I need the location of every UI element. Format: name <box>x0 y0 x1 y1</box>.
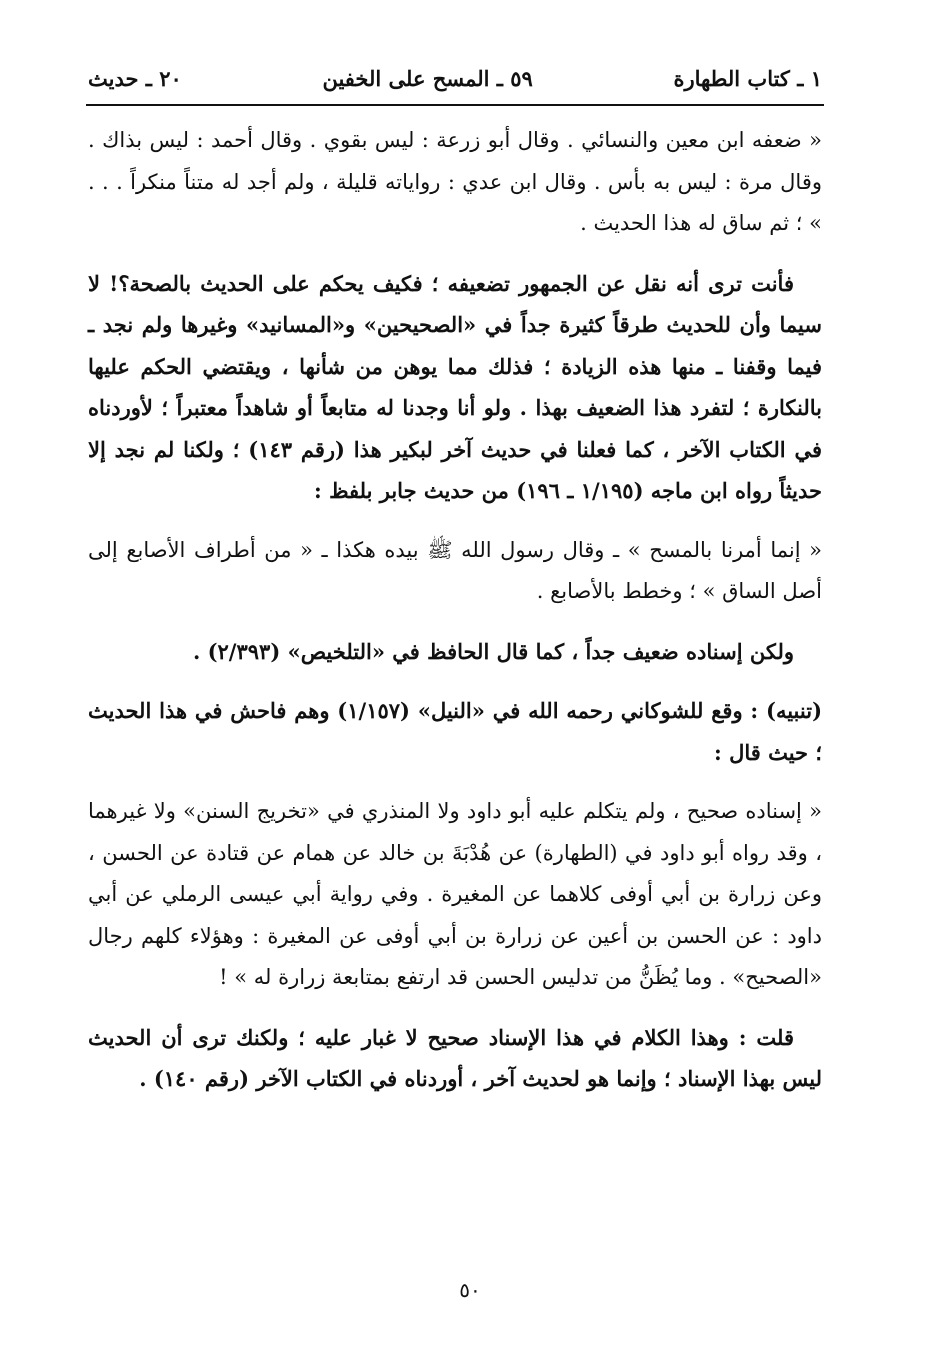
header-hadith-number: ٢٠ ـ حديث <box>88 65 182 91</box>
paragraph-shawkani-quote: « إسناده صحيح ، ولم يتكلم عليه أبو داود ولا المنذري في «تخريج السنن» ولا غيرهما ، وقد رواه أبو داود في (الطهارة) عن هُدْبَةَ بن خالد عن همام عن قتادة عن الحسن ، وعن زرارة بن أبي أوفى كلاهما عن المغيرة . وفي رواية أبي عيسى الرملي عن أبي داود : عن الحسن بن أعين عن زرارة بن أبي أوفى عن المغيرة : وهؤلاء كلهم رجال «الصحيح» . وما يُظَنُّ من تدليس الحسن قد ارتفع بمتابعة زرارة له » ! <box>88 799 822 989</box>
paragraph-quote-ibn-adi: « ضعفه ابن معين والنسائي . وقال أبو زرعة : ليس بقوي . وقال أحمد : ليس بذاك . وقال مرة : ليس به بأس . وقال ابن عدي : رواياته قليلة ، ولم أجد له متناً منكراً . . . » ؛ ثم ساق له هذا الحديث . <box>88 128 822 235</box>
header-divider <box>86 104 824 106</box>
paragraph-isnad-weak: ولكن إسناده ضعيف جداً ، كما قال الحافظ في «التلخيص» (٢/٣٩٣) . <box>192 638 794 664</box>
paragraph-hadith-jabir: « إنما أمرنا بالمسح » ـ وقال رسول الله ﷺ بيده هكذا ـ « من أطراف الأصابع إلى أصل الساق » ؛ وخطط بالأصابع . <box>88 537 822 603</box>
running-header <box>88 58 822 98</box>
page-body <box>88 120 822 1118</box>
page-number: ٥٠ <box>459 1278 481 1302</box>
paragraph-tanbih: (تنبيه) : وقع للشوكاني رحمه الله في «النيل» (١/١٥٧) وهم فاحش في هذا الحديث ؛ حيث قال : <box>88 698 823 765</box>
header-book-title: ١ ـ كتاب الطهارة <box>673 65 822 91</box>
paragraph-conclusion: قلت : وهذا الكلام في هذا الإسناد صحيح لا غبار عليه ؛ ولكنك ترى أن الحديث ليس بهذا الإسناد ؛ وإنما هو لحديث آخر ، أوردناه في الكتاب الآخر (رقم ١٤٠) . <box>88 1024 822 1091</box>
paragraph-commentary: فأنت ترى أنه نقل عن الجمهور تضعيفه ؛ فكيف يحكم على الحديث بالصحة؟! لا سيما وأن للحديث طرقاً كثيرة جداً في «الصحيحين» و«المسانيد» وغيرها ولم نجد ـ فيما وقفنا ـ منها هذه الزيادة ؛ فذلك مما يوهن من شأنها ، ويقتضي الحكم عليها بالنكارة ؛ لتفرد هذا الضعيف بهذا . ولو أنا وجدنا له متابعاً أو شاهداً معتبراً ؛ لأوردناه في الكتاب الآخر ، كما فعلنا في حديث آخر لبكير هذا (رقم ١٤٣) ؛ ولكنا لم نجد إلا حديثاً رواه ابن ماجه (١/١٩٥ ـ ١٩٦) من حديث جابر بلفظ : <box>88 270 823 503</box>
header-chapter-title: ٥٩ ـ المسح على الخفين <box>322 65 533 91</box>
